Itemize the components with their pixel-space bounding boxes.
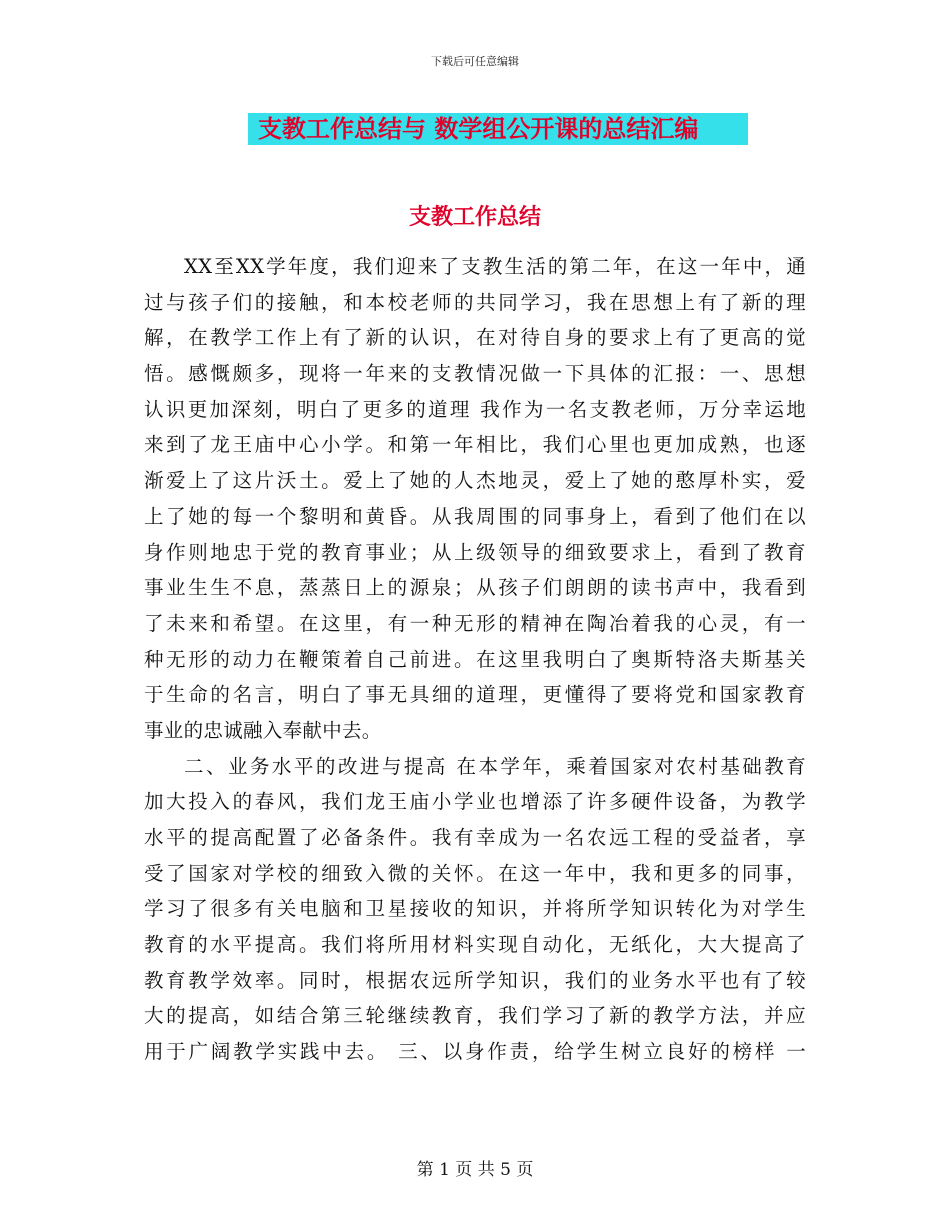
paragraph-line: 事业的忠诚融入奉献中去。 [144, 718, 382, 742]
paragraph-line: 认识更加深刻，明白了更多的道理 我作为一名支教老师，万分幸运地 [144, 397, 806, 421]
paragraph-line: 上了她的每一个黎明和黄昏。从我周围的同事身上，看到了他们在以 [144, 504, 806, 528]
body-text [144, 249, 806, 1070]
paragraph-line: 了未来和希望。在这里，有一种无形的精神在陶冶着我的心灵，有一 [144, 611, 806, 635]
paragraph-line: 渐爱上了这片沃土。爱上了她的人杰地灵，爱上了她的憨厚朴实，爱 [144, 469, 806, 493]
paragraph-line: 种无形的动力在鞭策着自己前进。在这里我明白了奥斯特洛夫斯基关 [144, 647, 806, 671]
paragraph-line: 教育教学效率。同时，根据农远所学知识，我们的业务水平也有了较 [144, 968, 806, 992]
paragraph-line: 悟。感慨颇多，现将一年来的支教情况做一下具体的汇报：一、思想 [144, 362, 806, 386]
main-title: 支教工作总结与 数学组公开课的总结汇编 [258, 115, 699, 143]
paragraph-line: 身作则地忠于党的教育事业；从上级领导的细致要求上，看到了教育 [144, 540, 806, 564]
paragraph-line: 受了国家对学校的细致入微的关怀。在这一年中，我和更多的同事， [144, 861, 806, 885]
paragraph-line: XX至XX学年度，我们迎来了支教生活的第二年，在这一年中，通 [184, 255, 806, 278]
page-number-footer: 第 1 页 共 5 页 [416, 1160, 534, 1180]
paragraph-line: 用于广阔教学实践中去。 三、以身作责，给学生树立良好的榜样 一 [144, 1040, 806, 1064]
paragraph-line: 教育的水平提高。我们将所用材料实现自动化，无纸化，大大提高了 [144, 933, 806, 957]
paragraph-line: 来到了龙王庙中心小学。和第一年相比，我们心里也更加成熟，也逐 [144, 433, 806, 457]
paragraph-line: 解，在教学工作上有了新的认识，在对待自身的要求上有了更高的觉 [144, 326, 806, 350]
paragraph-line: 学习了很多有关电脑和卫星接收的知识，并将所学知识转化为对学生 [144, 897, 806, 921]
paragraph-line: 大的提高，如结合第三轮继续教育，我们学习了新的教学方法，并应 [144, 1004, 806, 1028]
main-title-highlight [248, 113, 748, 145]
paragraph-line: 过与孩子们的接触，和本校老师的共同学习，我在思想上有了新的理 [144, 290, 806, 314]
paragraph-line: 事业生生不息，蒸蒸日上的源泉；从孩子们朗朗的读书声中，我看到 [144, 576, 806, 600]
paragraph-line: 加大投入的春风，我们龙王庙小学业也增添了许多硬件设备，为教学 [144, 790, 806, 814]
paragraph-line: 二、业务水平的改进与提高 在本学年，乘着国家对农村基础教育 [184, 754, 806, 778]
paragraph-line: 于生命的名言，明白了事无具细的道理，更懂得了要将党和国家教育 [144, 683, 806, 707]
header-note: 下载后可任意编辑 [431, 55, 519, 68]
section-title: 支教工作总结 [408, 205, 541, 230]
paragraph-line: 水平的提高配置了必备条件。我有幸成为一名农远工程的受益者，享 [144, 826, 806, 849]
